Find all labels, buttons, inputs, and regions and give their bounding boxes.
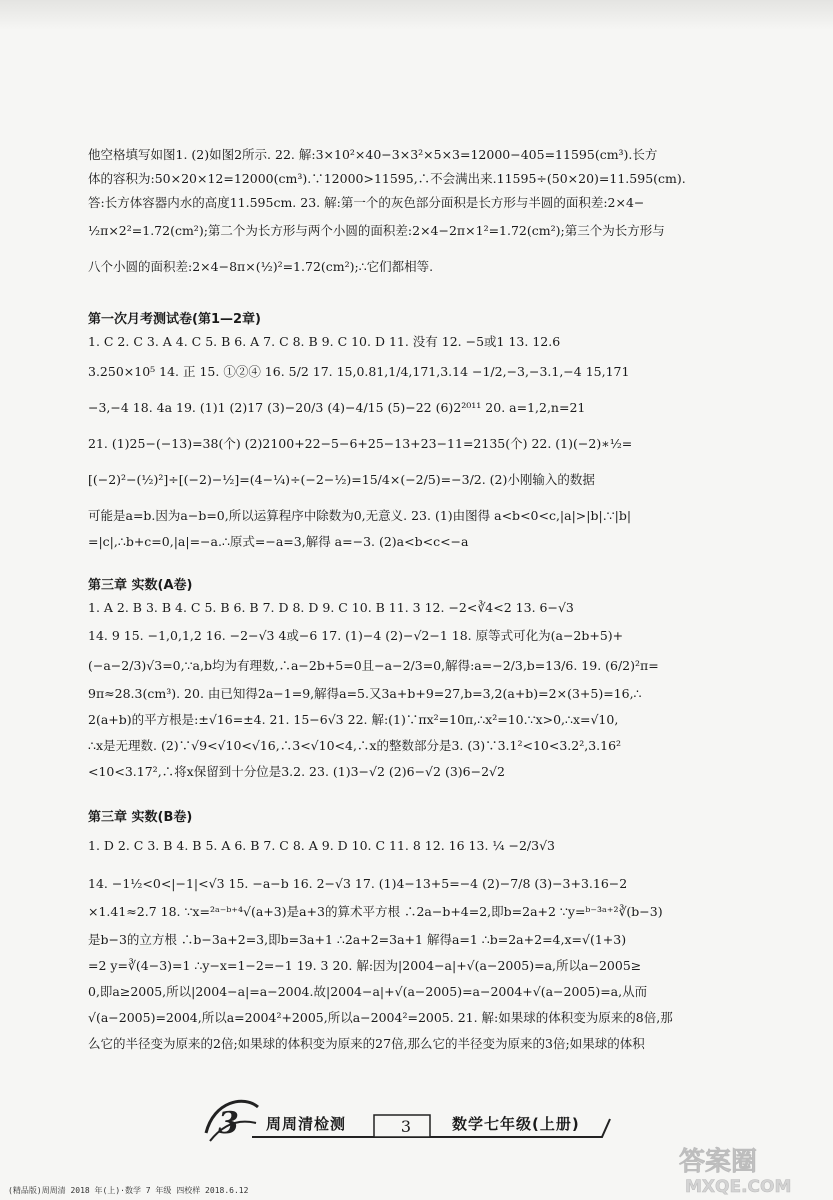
text-line: ∴x是无理数. (2)∵√9<√10<√16,∴3<√10<4,∴x的整数部分是3. (3)∵3.1²<10<3.2²,3.16² — [88, 738, 622, 753]
text-line: 2(a+b)的平方根是:±√16=±4. 21. 15−6√3 22. 解:(1)∵πx²=10π,∴x²=10.∵x>0,∴x=√10, — [88, 712, 619, 727]
text-line: 14. −1½<0<|−1|<√3 15. −a−b 16. 2−√3 17. (1)4−13+5=−4 (2)−7/8 (3)−3+3.16−2 — [88, 876, 628, 891]
text-line: 0,即a≥2005,所以|2004−a|=a−2004.故|2004−a|+√(a−2005)=a−2004+√(a−2005)=a,从而 — [88, 984, 648, 999]
watermark-line1: 答案圈 — [679, 1147, 758, 1177]
scan-shadow — [0, 0, 833, 30]
page-footer — [200, 1093, 620, 1147]
text-line: (−a−2/3)√3=0,∵a,b均为有理数,∴a−2b+5=0且−a−2/3=0,解得:a=−2/3,b=13/6. 19. (6/2)²π= — [88, 658, 659, 673]
text-line: 14. 9 15. −1,0,1,2 16. −2−√3 4或−6 17. (1)−4 (2)−√2−1 18. 原等式可化为(a−2b+5)+ — [88, 628, 624, 643]
text-line: 1. A 2. B 3. B 4. C 5. B 6. B 7. D 8. D 9. C 10. B 11. 3 12. −2<∛4<2 13. 6−√3 — [88, 600, 574, 615]
text-line: 体的容积为:50×20×12=12000(cm³).∵12000>11595,∴不会满出来.11595÷(50×20)=11.595(cm). — [88, 171, 686, 186]
text-line: =2 y=∛(4−3)=1 ∴y−x=1−2=−1 19. 3 20. 解:因为|2004−a|+√(a−2005)=a,所以a−2005≥ — [88, 958, 642, 973]
text-line: −3,−4 18. 4a 19. (1)1 (2)17 (3)−20/3 (4)−4/15 (5)−22 (6)2²⁰¹¹ 20. a=1,2,n=21 — [88, 400, 586, 415]
text-line: 21. (1)25−(−13)=38(个) (2)2100+22−5−6+25−13+23−11=2135(个) 22. (1)(−2)∗½= — [88, 436, 633, 451]
text-line: =|c|,∴b+c=0,|a|=−a.∴原式=−a=3,解得 a=−3. (2)a<b<c<−a — [88, 534, 469, 549]
text-line: 八个小圆的面积差:2×4−8π×(½)²=1.72(cm²);∴它们都相等. — [88, 259, 434, 274]
text-line: 么它的半径变为原来的2倍;如果球的体积变为原来的27倍,那么它的半径变为原来的3倍;如果球的体积 — [88, 1036, 645, 1051]
text-line: 是b−3的立方根 ∴b−3a+2=3,即b=3a+1 ∴2a+2=3a+1 解得a=1 ∴b=2a+2=4,x=√(1+3) — [88, 932, 627, 947]
text-line: 1. C 2. C 3. A 4. C 5. B 6. A 7. C 8. B 9. C 10. D 11. 没有 12. −5或1 13. 12.6 — [88, 334, 561, 349]
section-title: 第三章 实数(B卷) — [88, 810, 193, 825]
section-title: 第一次月考测试卷(第1—2章) — [88, 312, 261, 327]
text-line: <10<3.17²,∴将x保留到十分位是3.2. 23. (1)3−√2 (2)6−√2 (3)6−2√2 — [88, 764, 505, 779]
text-line: ×1.41≈2.7 18. ∵x=²ᵃ⁻ᵇ⁺⁴√(a+3)是a+3的算术平方根 ∴2a−b+4=2,即b=2a+2 ∵y=ᵇ⁻³ᵃ⁺²∛(b−3) — [88, 904, 663, 919]
footer-brand: 周周清检测 — [266, 1115, 347, 1133]
text-line: ½π×2²=1.72(cm²);第二个为长方形与两个小圆的面积差:2×4−2π×1²=1.72(cm²);第三个为长方形与 — [88, 223, 665, 238]
text-line: √(a−2005)=2004,所以a=2004²+2005,所以a−2004²=2005. 21. 解:如果球的体积变为原来的8倍,那 — [88, 1010, 673, 1025]
watermark-line2: MXQE.COM — [685, 1177, 792, 1196]
page-number: 3 — [400, 1117, 412, 1136]
footer-subject: 数学七年级(上册) — [452, 1115, 580, 1133]
text-line: 可能是a=b.因为a−b=0,所以运算程序中除数为0,无意义. 23. (1)由图得 a<b<0<c,|a|>|b|.∵|b| — [88, 508, 632, 523]
print-info: (精品版)周周清 2018 年(上)·数学 7 年级 四校样 2018.6.12 — [8, 1186, 249, 1195]
logo-text: 3 — [218, 1106, 239, 1141]
text-line: 他空格填写如图1. (2)如图2所示. 22. 解:3×10²×40−3×3²×5×3=12000−405=11595(cm³).长方 — [88, 147, 658, 162]
text-line: 答:长方体容器内水的高度11.595cm. 23. 解:第一个的灰色部分面积是长方形与半圆的面积差:2×4− — [88, 195, 645, 210]
text-line: 1. D 2. C 3. B 4. B 5. A 6. B 7. C 8. A 9. D 10. C 11. 8 12. 16 13. ¼ −2/3√3 — [88, 838, 555, 853]
text-line: 9π≈28.3(cm³). 20. 由已知得2a−1=9,解得a=5.又3a+b+9=27,b=3,2(a+b)=2×(3+5)=16,∴ — [88, 686, 642, 701]
text-line: 3.250×10⁵ 14. 正 15. ①②④ 16. 5/2 17. 15,0.81,1/4,171,3.14 −1/2,−3,−3.1,−4 15,171 — [88, 364, 630, 379]
section-title: 第三章 实数(A卷) — [88, 578, 193, 593]
text-line: [(−2)²−(½)²]÷[(−2)−½]=(4−¼)÷(−2−½)=15/4×(−2/5)=−3/2. (2)小刚输入的数据 — [88, 472, 595, 487]
watermark-logo — [675, 1140, 825, 1196]
